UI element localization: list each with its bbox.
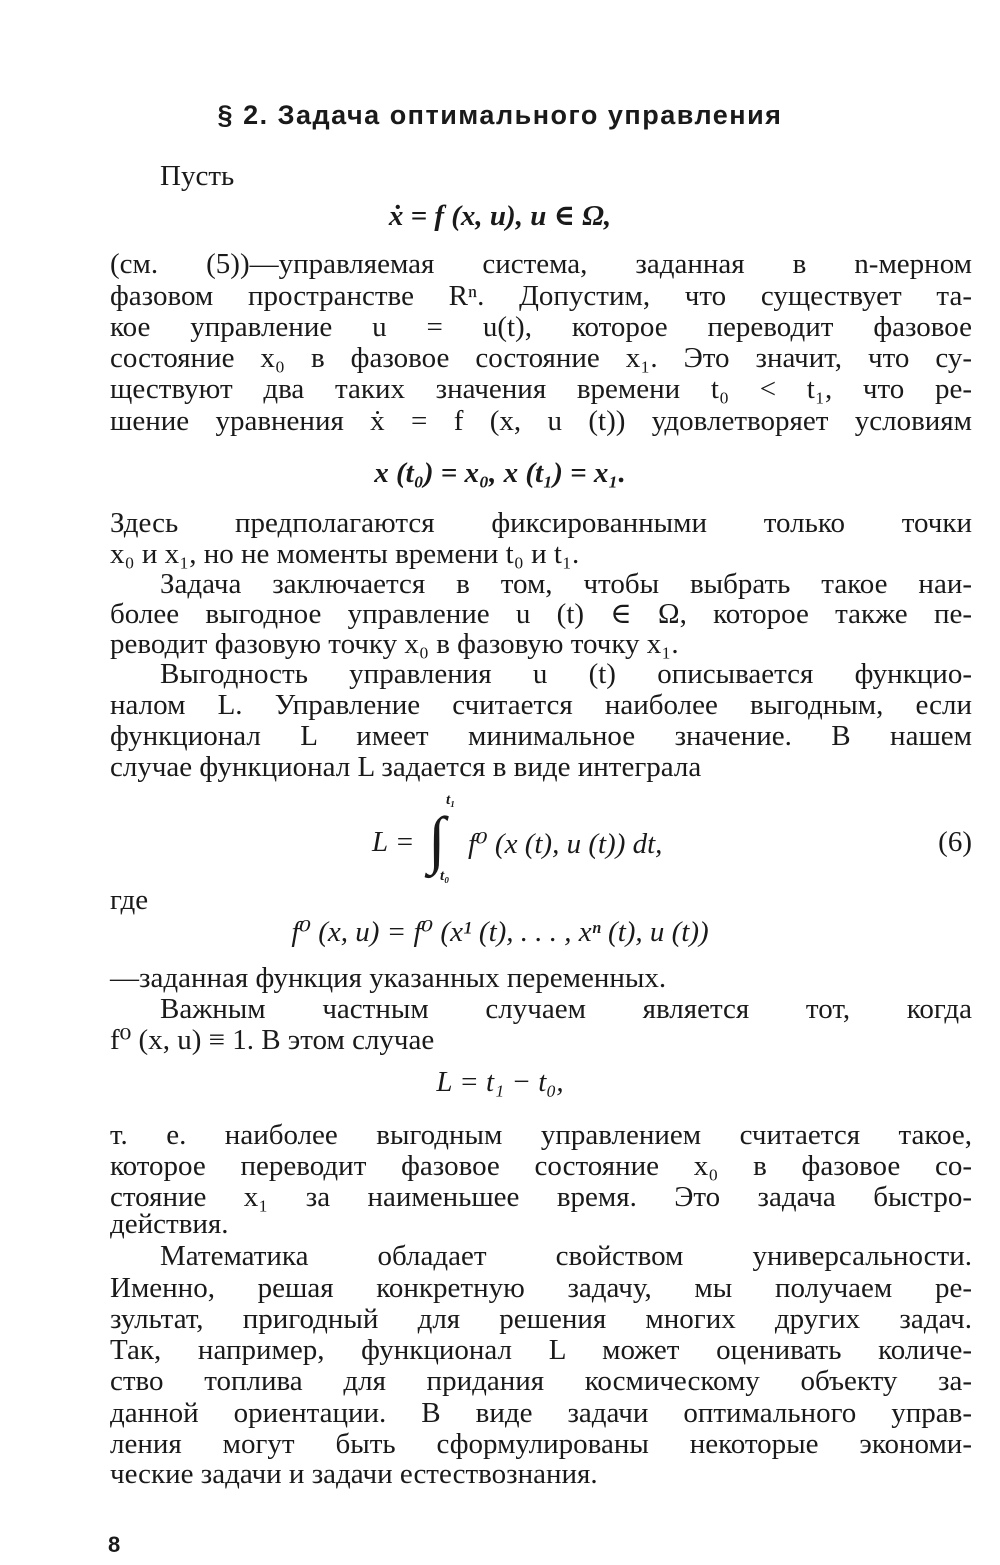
para6-line: стояние x₁ за наименьшее время. Это задача быстро-: [110, 1181, 972, 1213]
para3-line: реводит фазовую точку x₀ в фазовую точку x₁.: [110, 628, 679, 660]
para1-line: (см. (5))—управляемая система, заданная в n-мерном: [110, 248, 972, 280]
page-number: 8: [108, 1532, 121, 1557]
integral-integrand: f⁰ (x (t), u (t)) dt,: [468, 828, 663, 860]
para6-line: действия.: [110, 1208, 229, 1240]
para3-line: Задача заключается в том, чтобы выбрать такое наи-: [160, 568, 972, 600]
formula-time: L = t₁ − t₀,: [436, 1066, 564, 1098]
para4-line: налом L. Управление считается наиболее выгодным, если: [110, 689, 972, 721]
para4-line: Выгодность управления u (t) описывается функцио-: [160, 658, 972, 690]
intro-word: Пусть: [160, 160, 235, 192]
para7-line: Именно, решая конкретную задачу, мы получаем ре-: [110, 1272, 972, 1304]
integral-sign: ∫: [428, 804, 446, 875]
para1-line: кое управление u = u(t), которое переводит фазовое: [110, 311, 972, 343]
para7-line: ления могут быть сформулированы некоторые экономи-: [110, 1428, 972, 1460]
para5-line: f⁰ (x, u) ≡ 1. В этом случае: [110, 1024, 435, 1056]
equation-number: (6): [938, 826, 972, 858]
integral-lower-limit: t₀: [440, 868, 450, 884]
para6-line: которое переводит фазовое состояние x₀ в фазовое со-: [110, 1150, 972, 1182]
formula-f0: f⁰ (x, u) = f⁰ (x¹ (t), . . . , xⁿ (t), u (t)): [291, 916, 709, 948]
para1-line: фазовом пространстве Rⁿ. Допустим, что существует та-: [110, 280, 972, 312]
para7-line: зультат, пригодный для решения многих других задач.: [110, 1303, 972, 1335]
para7-line: ческие задачи и задачи естествознания.: [110, 1458, 598, 1490]
para7-line: данной ориентации. В виде задачи оптимального управ-: [110, 1397, 972, 1429]
para1-line: шение уравнения ẋ = f (x, u (t)) удовлетворяет условиям: [110, 405, 972, 437]
para4-line: случае функционал L задается в виде интеграла: [110, 751, 702, 783]
para2-line: Здесь предполагаются фиксированными только точки: [110, 507, 972, 539]
defined-line: —заданная функция указанных переменных.: [110, 962, 667, 994]
integral-lhs: L =: [372, 826, 415, 858]
integral-upper-limit: t₁: [446, 792, 456, 808]
formula-boundary-conditions: x (t₀) = x₀, x (t₁) = x₁.: [374, 457, 626, 489]
para7-line: ство топлива для придания космическому объекту за-: [110, 1365, 972, 1397]
para1-line: ществуют два таких значения времени t₀ < t₁, что ре-: [110, 373, 972, 405]
formula-system: ẋ = f (x, u), u ∈ Ω,: [388, 200, 612, 232]
para1-line: состояние x₀ в фазовое состояние x₁. Это значит, что су-: [110, 342, 972, 374]
para4-line: функционал L имеет минимальное значение. В нашем: [110, 720, 972, 752]
para7-line: Математика обладает свойством универсальности.: [160, 1240, 972, 1272]
section-heading: § 2. Задача оптимального управления: [217, 100, 783, 130]
para5-line: Важным частным случаем является тот, когда: [160, 993, 972, 1025]
para3-line: более выгодное управление u (t) ∈ Ω, которое также пе-: [110, 598, 972, 630]
para6-line: т. е. наиболее выгодным управлением считается такое,: [110, 1119, 972, 1151]
para7-line: Так, например, функционал L может оценивать количе-: [110, 1334, 972, 1366]
para2-line: x₀ и x₁, но не моменты времени t₀ и t₁.: [110, 538, 580, 570]
where-word: где: [110, 884, 149, 916]
